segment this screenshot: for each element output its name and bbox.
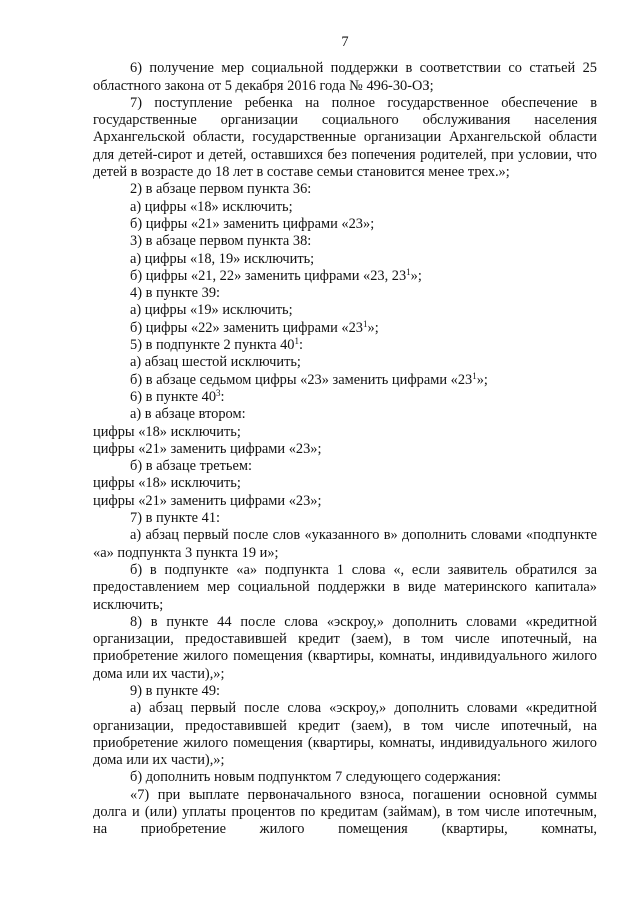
- paragraph: [93, 337, 597, 354]
- paragraph: 9) в пункте 49:: [130, 682, 221, 699]
- paragraph: б) цифры «21» заменить цифрами «23»;: [130, 215, 375, 232]
- paragraph: а) в абзаце втором:: [130, 406, 246, 423]
- paragraph: 3) в абзаце первом пункта 38:: [130, 233, 312, 250]
- paragraph: б) дополнить новым подпунктом 7 следующего содержания:: [130, 769, 502, 786]
- text: 5) в подпункте 2 пункта 40: [130, 337, 295, 354]
- paragraph: [93, 372, 597, 389]
- superscript: 1: [294, 336, 299, 347]
- text: б) цифры «21, 22» заменить цифрами «23, 23: [130, 267, 407, 284]
- text: »;: [367, 319, 379, 336]
- paragraph: а) абзац первый после слова «эскроу,» дополнить словами «кредитной организации, предоставившей кредит (заем), в том числе ипотечный, на приобретение жилого помещения (квартиры, комнаты, индивидуального жилого дома или их части),»;: [93, 700, 597, 769]
- paragraph: 2) в абзаце первом пункта 36:: [130, 181, 312, 198]
- paragraph: цифры «18» исключить;: [93, 423, 241, 440]
- paragraph: 4) в пункте 39:: [130, 285, 221, 302]
- superscript: 1: [363, 318, 368, 329]
- text: »;: [410, 267, 422, 284]
- text: :: [299, 337, 303, 354]
- paragraph: б) в абзаце третьем:: [130, 458, 252, 475]
- text: :: [220, 388, 225, 405]
- text: б) цифры «22» заменить цифрами «23: [130, 319, 363, 336]
- paragraph: а) абзац первый после слов «указанного в» дополнить словами «подпункте «а» подпункта 3 пункта 19 и»;: [93, 527, 597, 561]
- paragraph: [93, 389, 597, 406]
- superscript: 1: [406, 266, 411, 277]
- paragraph: 6) получение мер социальной поддержки в соответствии со статьей 25 областного закона от 5 декабря 2016 года № 496-30-ОЗ;: [93, 60, 597, 94]
- paragraph: а) абзац шестой исключить;: [130, 354, 301, 371]
- document-page: [93, 34, 597, 839]
- superscript: 1: [472, 370, 477, 381]
- paragraph: а) цифры «18» исключить;: [130, 198, 293, 215]
- paragraph: [93, 320, 597, 337]
- paragraph: цифры «21» заменить цифрами «23»;: [93, 440, 322, 457]
- paragraph: «7) при выплате первоначального взноса, погашении основной суммы долга и (или) уплаты процентов по кредитам (займам), в том числе ипотечным, на приобретение жилого помещения (квартиры, комнаты,: [93, 786, 597, 838]
- paragraph: б) в подпункте «а» подпункта 1 слова «, если заявитель обратился за предоставлением мер социальной поддержки в виде материнского капитала» исключить;: [93, 561, 597, 613]
- paragraph: 7) поступление ребенка на полное государственное обеспечение в государственные организации социального обслуживания населения Архангельской области, государственные организации Архангельской области для детей-сирот и детей, оставшихся без попечения родителей, при условии, что детей в возрасте до 18 лет в составе семьи становится менее трех.»;: [93, 94, 597, 181]
- superscript: 3: [216, 387, 221, 398]
- paragraph: 8) в пункте 44 после слова «эскроу,» дополнить словами «кредитной организации, предоставившей кредит (заем), в том числе ипотечный, на приобретение жилого помещения (квартиры, комнаты, индивидуального жилого дома или их части),»;: [93, 613, 597, 682]
- paragraph: цифры «18» исключить;: [93, 475, 241, 492]
- paragraph: цифры «21» заменить цифрами «23»;: [93, 492, 322, 509]
- paragraph: а) цифры «19» исключить;: [130, 302, 293, 319]
- text: 6) в пункте 40: [130, 388, 217, 405]
- paragraph: 7) в пункте 41:: [130, 510, 221, 527]
- text: б) в абзаце седьмом цифры «23» заменить цифрами «23: [130, 371, 473, 388]
- page-number: 7: [341, 34, 349, 50]
- text: »;: [476, 371, 488, 388]
- paragraph: а) цифры «18, 19» исключить;: [130, 250, 315, 267]
- paragraph: [93, 268, 597, 285]
